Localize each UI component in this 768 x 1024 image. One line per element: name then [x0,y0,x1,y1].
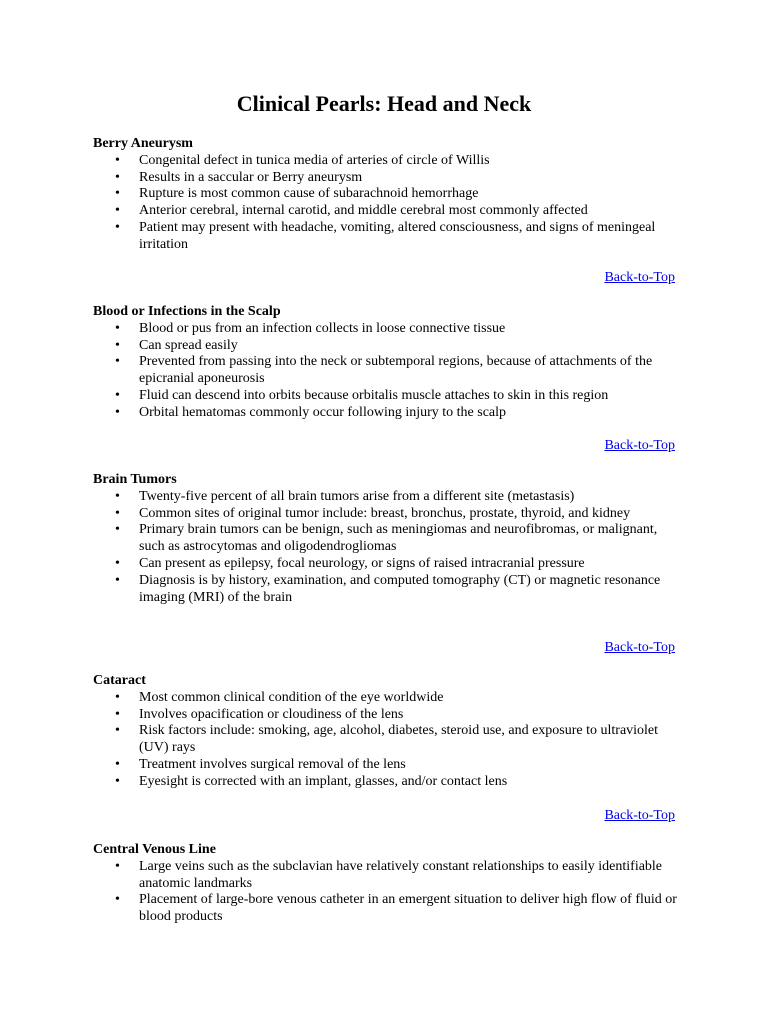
list-item [93,892,683,926]
list-item-text: Anterior cerebral, internal carotid, and middle cerebral most commonly affected [139,203,588,219]
list-item-text: Can spread easily [139,337,238,353]
list-item-text: Rupture is most common cause of subarachnoid hemorrhage [139,186,479,202]
bullet-list [93,321,683,422]
bullet-list [93,859,683,926]
list-item [93,338,683,355]
list-item-text: Primary brain tumors can be benign, such as meningiomas and neurofibromas, or malignant, such as astrocytomas and oligodendrogliomas [139,522,658,555]
list-item-text: Risk factors include: smoking, age, alcohol, diabetes, steroid use, and exposure to ultraviolet (UV) rays [139,723,659,756]
list-item-text: Blood or pus from an infection collects in loose connective tissue [139,320,506,336]
list-item [93,859,683,893]
bullet-icon: • [115,706,120,722]
bullet-list [93,690,683,791]
list-item [93,506,683,523]
list-item [93,153,683,170]
bullet-icon: • [115,387,120,403]
list-item-text: Twenty-five percent of all brain tumors arise from a different site (metastasis) [139,488,575,504]
list-item-text: Common sites of original tumor include: breast, bronchus, prostate, thyroid, and kidney [139,505,631,521]
section-heading: Blood or Infections in the Scalp [93,304,281,319]
bullet-icon: • [115,572,120,588]
list-item [93,757,683,774]
list-item-text: Most common clinical condition of the eye worldwide [139,689,444,705]
section-heading: Brain Tumors [93,472,177,487]
back-to-top-link[interactable]: Back-to-Top [604,270,675,285]
bullet-icon: • [115,555,120,571]
list-item-text: Fluid can descend into orbits because orbitalis muscle attaches to skin in this region [139,387,609,403]
bullet-list [93,489,683,607]
list-item [93,203,683,220]
bullet-icon: • [115,773,120,789]
section-blood-infections-scalp [93,304,683,422]
list-item [93,774,683,791]
bullet-icon: • [115,320,120,336]
section-berry-aneurysm [93,136,683,254]
section-central-venous-line [93,842,683,926]
bullet-icon: • [115,756,120,772]
section-cataract [93,673,683,791]
list-item-text: Placement of large-bore venous catheter in an emergent situation to deliver high flow of fluid or blood products [139,892,677,925]
section-brain-tumors [93,472,683,606]
bullet-icon: • [115,689,120,705]
bullet-icon: • [115,522,120,538]
list-item-text: Prevented from passing into the neck or subtemporal regions, because of attachments of the epicranial aponeurosis [139,354,653,387]
list-item [93,556,683,573]
bullet-icon: • [115,488,120,504]
list-item [93,522,683,556]
list-item [93,220,683,254]
back-to-top-link[interactable]: Back-to-Top [604,640,675,655]
list-item [93,388,683,405]
list-item [93,405,683,422]
bullet-icon: • [115,723,120,739]
bullet-icon: • [115,169,120,185]
list-item [93,707,683,724]
list-item [93,489,683,506]
bullet-list [93,153,683,254]
bullet-icon: • [115,152,120,168]
list-item-text: Involves opacification or cloudiness of the lens [139,706,404,722]
section-heading: Cataract [93,673,146,688]
list-item [93,186,683,203]
bullet-icon: • [115,219,120,235]
list-item [93,723,683,757]
bullet-icon: • [115,186,120,202]
list-item [93,321,683,338]
bullet-icon: • [115,337,120,353]
section-heading: Central Venous Line [93,842,216,857]
list-item-text: Treatment involves surgical removal of the lens [139,756,406,772]
back-to-top-link[interactable]: Back-to-Top [604,808,675,823]
list-item-text: Eyesight is corrected with an implant, glasses, and/or contact lens [139,773,508,789]
back-to-top-link[interactable]: Back-to-Top [604,438,675,453]
page-title: Clinical Pearls: Head and Neck [236,91,532,116]
bullet-icon: • [115,203,120,219]
bullet-icon: • [115,505,120,521]
list-item [93,690,683,707]
list-item-text: Results in a saccular or Berry aneurysm [139,169,363,185]
list-item [93,573,683,607]
bullet-icon: • [115,858,120,874]
list-item [93,170,683,187]
bullet-icon: • [115,404,120,420]
list-item-text: Can present as epilepsy, focal neurology, or signs of raised intracranial pressure [139,555,585,571]
list-item [93,354,683,388]
list-item-text: Congenital defect in tunica media of arteries of circle of Willis [139,152,490,168]
list-item-text: Large veins such as the subclavian have relatively constant relationships to easily identifiable anatomic landmarks [139,858,663,891]
list-item-text: Diagnosis is by history, examination, and computed tomography (CT) or magnetic resonance imaging (MRI) of the brain [139,572,661,605]
section-heading: Berry Aneurysm [93,136,193,151]
list-item-text: Orbital hematomas commonly occur following injury to the scalp [139,404,507,420]
bullet-icon: • [115,354,120,370]
list-item-text: Patient may present with headache, vomiting, altered consciousness, and signs of meningeal irritation [139,219,656,252]
bullet-icon: • [115,892,120,908]
